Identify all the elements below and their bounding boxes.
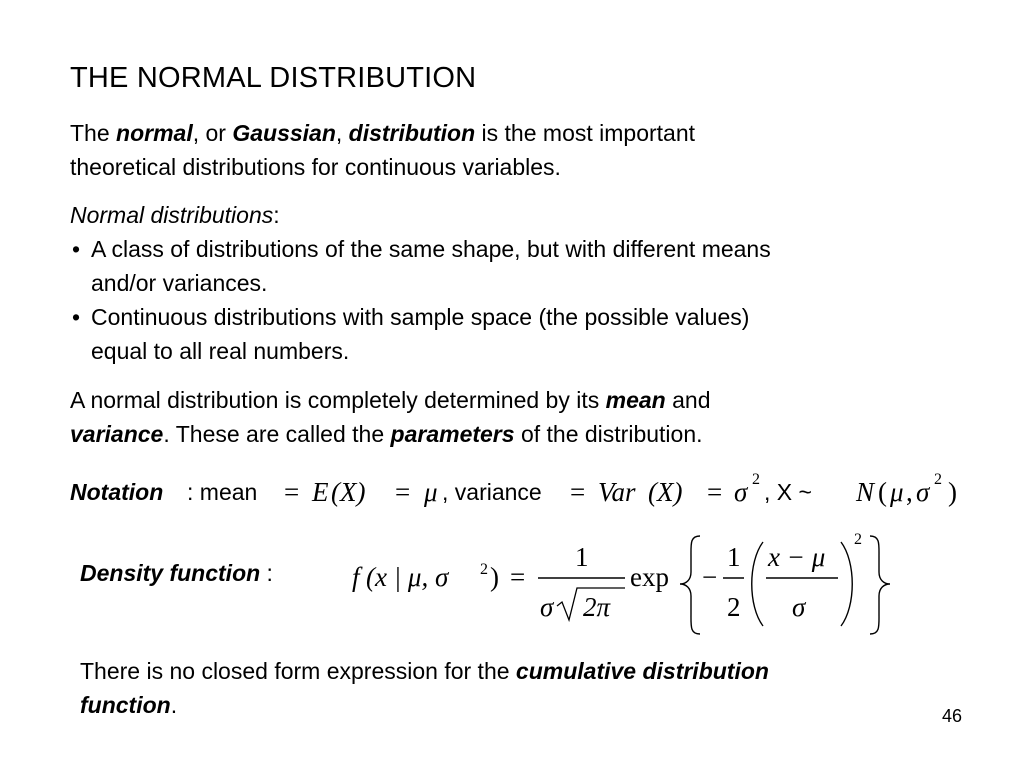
footer-period: .	[170, 692, 178, 718]
eq-sign: =	[510, 562, 526, 592]
inner-numerator: x − μ	[768, 542, 826, 572]
density-function	[80, 522, 980, 642]
params-line2-c: of the distribution.	[514, 421, 703, 447]
sigma-symbol: σ	[916, 477, 930, 507]
footer-cdf: cumulative distribution	[515, 658, 769, 684]
notation-comma-variance: , variance	[442, 479, 542, 505]
bullet1-line2: and/or variances.	[91, 270, 268, 296]
footer-text: There is no closed form expression for the	[80, 658, 516, 684]
normal-N: N	[856, 477, 875, 507]
superscript-2: 2	[480, 561, 488, 578]
expectation-E: E	[312, 477, 329, 507]
superscript-2: 2	[854, 531, 862, 548]
density-formula	[80, 522, 980, 642]
params-parameters: parameters	[390, 421, 515, 447]
params-line1: A normal distribution is completely determined by its	[70, 387, 606, 413]
notation-line	[70, 470, 1010, 514]
sigma-symbol: σ	[540, 592, 554, 622]
intro-distribution: distribution	[348, 120, 476, 146]
two-pi: 2π	[583, 592, 611, 622]
superscript-2: 2	[752, 471, 760, 488]
half-numerator: 1	[727, 542, 741, 572]
f-args: (x | μ, σ	[366, 562, 449, 592]
f-symbol: f	[352, 562, 360, 592]
bullet2-line1: Continuous distributions with sample space (the possible values)	[91, 304, 750, 330]
sigma-symbol: σ	[734, 477, 748, 507]
normal-distributions-section	[70, 198, 771, 368]
paren-open: (	[878, 477, 887, 507]
left-brace	[680, 536, 700, 634]
eq-sign: =	[395, 477, 411, 507]
params-and: and	[665, 387, 711, 413]
intro-the: The	[70, 120, 117, 146]
expectation-arg: (X)	[331, 477, 366, 507]
mu-symbol: μ	[890, 477, 904, 507]
half-denominator: 2	[727, 592, 741, 622]
bullet-item-1	[70, 232, 771, 300]
params-line2-b: . These are called the	[163, 421, 391, 447]
bullet-dot: •	[72, 236, 81, 262]
cdf-note	[80, 654, 769, 722]
paren-close: )	[490, 562, 499, 592]
variance-Var: Var	[598, 477, 636, 507]
paren-close: )	[948, 477, 957, 507]
normal-distributions-heading: Normal distributions	[70, 202, 274, 228]
mu-symbol: μ	[424, 477, 438, 507]
slide-title: THE NORMAL DISTRIBUTION	[70, 62, 477, 94]
bullet-dot: •	[72, 304, 81, 330]
variance-arg: (X)	[648, 477, 683, 507]
notation-comma-x: , X ~	[764, 479, 812, 505]
intro-normal: normal	[116, 120, 193, 146]
bullet1-line1: A class of distributions of the same shape, but with different means	[91, 236, 771, 262]
inner-denominator: σ	[792, 592, 806, 622]
eq-sign: =	[284, 477, 300, 507]
intro-comma-or: , or	[192, 120, 233, 146]
fraction-numerator: 1	[575, 542, 589, 572]
density-label: Density function	[80, 560, 261, 586]
intro-paragraph	[70, 116, 695, 184]
notation-label: Notation	[70, 479, 164, 505]
bullet-item-2	[70, 300, 771, 368]
exp-function: exp	[630, 562, 669, 592]
notation-colon-mean: : mean	[187, 479, 258, 505]
superscript-2: 2	[934, 471, 942, 488]
intro-line2: theoretical distributions for continuous variables.	[70, 154, 561, 180]
eq-sign: =	[707, 477, 723, 507]
parameters-paragraph	[70, 383, 711, 451]
normal-distributions-colon: :	[273, 202, 280, 228]
eq-sign: =	[570, 477, 586, 507]
intro-comma: ,	[335, 120, 349, 146]
params-variance: variance	[70, 421, 164, 447]
paren-close	[841, 542, 852, 626]
footer-function: function	[80, 692, 171, 718]
paren-open	[752, 542, 763, 626]
right-brace	[870, 536, 890, 634]
density-label-colon: :	[260, 560, 273, 586]
intro-rest: is the most important	[475, 120, 696, 146]
minus-sign: −	[702, 562, 718, 592]
comma: ,	[906, 477, 913, 507]
intro-gaussian: Gaussian	[232, 120, 336, 146]
bullet2-line2: equal to all real numbers.	[91, 338, 350, 364]
params-mean: mean	[605, 387, 666, 413]
page-number: 46	[941, 706, 962, 726]
